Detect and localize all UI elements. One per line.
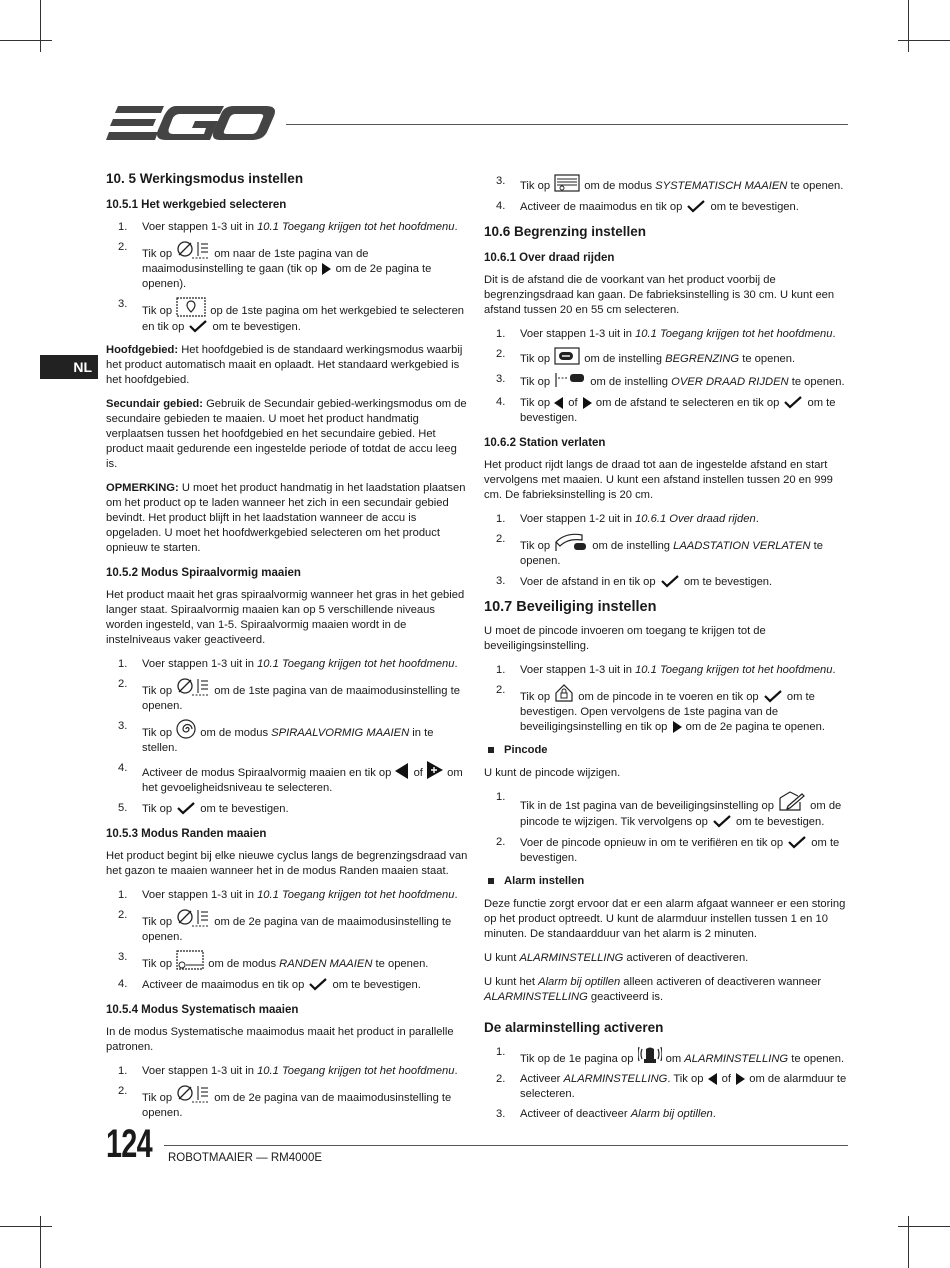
alarm-icon xyxy=(638,1045,662,1065)
steps-list xyxy=(106,888,470,993)
list-item: 3. Tik op op de 1ste pagina om het werkgebied te selecteren en tik op om te bevestigen. xyxy=(118,298,465,333)
steps-list xyxy=(484,663,848,735)
arrow-right-icon xyxy=(672,721,682,733)
list-item: 2. Voer de pincode opnieuw in om te verifiëren en tik op om te bevestigen. xyxy=(496,836,840,864)
list-item: 1. Voer stappen 1-3 uit in 10.1 Toegang krijgen tot het hoofdmenu. xyxy=(496,328,836,340)
paragraph: U kunt het Alarm bij optillen alleen activeren of deactiveren wanneer ALARMINSTELLING geactiveerd is. xyxy=(484,976,822,1003)
mowing-mode-icon xyxy=(176,240,210,260)
steps-list xyxy=(106,220,470,335)
page-number: 124 xyxy=(106,1122,152,1166)
arrow-right-icon xyxy=(735,1073,745,1085)
list-item: 1. Voer stappen 1-3 uit in 10.1 Toegang krijgen tot het hoofdmenu. xyxy=(496,664,836,676)
list-item: 4. Activeer de maaimodus en tik op om te bevestigen. xyxy=(118,978,421,991)
checkmark-icon xyxy=(783,395,803,409)
language-tab: NL xyxy=(40,355,98,379)
ego-logo xyxy=(106,104,276,142)
checkmark-icon xyxy=(176,801,196,815)
list-item: 5. Tik op om te bevestigen. xyxy=(118,802,289,815)
crop-mark xyxy=(908,0,909,52)
checkmark-icon xyxy=(686,199,706,213)
steps-list xyxy=(106,657,470,817)
lock-home-icon xyxy=(554,683,574,703)
list-item: 1. Voer stappen 1-3 uit in 10.1 Toegang krijgen tot het hoofdmenu. xyxy=(118,1065,458,1077)
paragraph: Het product rijdt langs de draad tot aan de ingestelde afstand en start vervolgens met maaien. U kunt een afstand instellen tussen 20 en 999 cm. De fabrieksinstelling is 20 cm. xyxy=(484,459,833,501)
list-item: 3. Tik op om de modus RANDEN MAAIEN te openen. xyxy=(118,951,429,970)
checkmark-icon xyxy=(308,977,328,991)
list-item: 1. Voer stappen 1-2 uit in 10.6.1 Over draad rijden. xyxy=(496,513,759,525)
list-item: 4. Activeer de modus Spiraalvormig maaien en tik op of om het gevoeligheidsniveau te selecteren. xyxy=(118,762,463,794)
checkmark-icon xyxy=(763,689,783,703)
paragraph: Secundair gebied: Gebruik de Secundair gebied-werkingsmodus om de secundaire gebieden te maaien. U moet het product handmatig verplaatsen tussen het hoofdgebied en het secundaire gebied. Het product maait gedurende een ingestelde periode of totdat de accu leeg is. xyxy=(106,398,467,470)
checkmark-icon xyxy=(660,574,680,588)
crop-mark xyxy=(0,1226,52,1227)
paragraph: U kunt de pincode wijzigen. xyxy=(484,767,621,779)
arrow-right-icon xyxy=(321,263,331,275)
arrow-left-icon xyxy=(395,763,409,779)
crop-mark xyxy=(908,1216,909,1268)
edit-pin-icon xyxy=(778,790,806,812)
steps-list xyxy=(484,327,848,426)
list-item: 3. Tik op om de modus SPIRAALVORMIG MAAIEN in te stellen. xyxy=(118,720,434,754)
bullet-heading: Pincode xyxy=(484,743,848,758)
list-item: 1. Voer stappen 1-3 uit in 10.1 Toegang krijgen tot het hoofdmenu. xyxy=(118,221,458,233)
note: OPMERKING: U moet het product handmatig in het laadstation plaatsen om het product op te laden wanneer het zich in een secundair gebied bevindt. Het product blijft in het laadstation wanneer de accu is opgeladen. U moet het hoofdwerkgebied selecteren om het product opnieuw te starten. xyxy=(106,482,466,554)
paragraph: Deze functie zorgt ervoor dat er een alarm afgaat wanneer er een storing op het product optreedt. U kunt de alarmduur instellen tussen 1 en 10 minuten. De standaardduur van het alarm is 2 minuten. xyxy=(484,898,846,940)
section-title: 10.6 Begrenzing instellen xyxy=(484,224,647,239)
subsection-title: 10.5.4 Modus Systematisch maaien xyxy=(106,1004,299,1016)
list-item: 1. Voer stappen 1-3 uit in 10.1 Toegang krijgen tot het hoofdmenu. xyxy=(118,889,458,901)
footer-rule xyxy=(164,1145,848,1146)
checkmark-icon xyxy=(188,319,208,333)
leave-station-icon xyxy=(554,532,588,552)
systematic-mowing-icon xyxy=(554,174,580,192)
left-column xyxy=(106,170,470,1129)
list-item: 2. Tik op om de instelling BEGRENZING te openen. xyxy=(496,348,796,365)
checkmark-icon xyxy=(787,835,807,849)
edge-mowing-icon xyxy=(176,950,204,970)
boundary-icon xyxy=(554,347,580,365)
over-wire-icon xyxy=(554,372,586,388)
paragraph: In de modus Systematische maaimodus maait het product in parallelle patronen. xyxy=(106,1026,454,1053)
subsection-title: 10.5.1 Het werkgebied selecteren xyxy=(106,199,287,211)
list-item: 2. Tik op om naar de 1ste pagina van de maaimodusinstelling te gaan (tik op om de 2e pagina te openen). xyxy=(118,241,432,290)
section-title: 10. 5 Werkingsmodus instellen xyxy=(106,171,304,186)
section-title: 10.7 Beveiliging instellen xyxy=(484,599,657,615)
spiral-icon xyxy=(176,719,196,739)
list-item: 1. Tik in de 1st pagina van de beveiligingsinstelling op om de pincode te wijzigen. Tik vervolgens op om te bevestigen. xyxy=(496,791,842,828)
mowing-mode-icon xyxy=(176,908,210,928)
arrow-left-icon xyxy=(708,1073,718,1085)
paragraph: U moet de pincode invoeren om toegang te krijgen tot de beveiligingsinstelling. xyxy=(484,625,766,652)
subsection-title: 10.5.3 Modus Randen maaien xyxy=(106,828,267,840)
document-title: ROBOTMAAIER — RM4000E xyxy=(168,1152,323,1164)
bullet-heading: Alarm instellen xyxy=(484,874,848,889)
list-item: 3. Tik op om de modus SYSTEMATISCH MAAIEN te openen. xyxy=(496,175,844,192)
list-item: 1. Voer stappen 1-3 uit in 10.1 Toegang krijgen tot het hoofdmenu. xyxy=(118,658,458,670)
list-item: 2. Tik op om de 1ste pagina van de maaimodusinstelling te openen. xyxy=(118,678,460,712)
arrow-right-plus-icon xyxy=(427,761,443,779)
steps-list xyxy=(484,512,848,590)
right-column xyxy=(484,174,848,1130)
steps-list xyxy=(484,790,848,866)
subsection-title: 10.5.2 Modus Spiraalvormig maaien xyxy=(106,567,301,579)
work-area-icon xyxy=(176,297,206,317)
list-item: 2. Activeer ALARMINSTELLING. Tik op of om de alarmduur te selecteren. xyxy=(496,1073,847,1100)
checkmark-icon xyxy=(712,814,732,828)
paragraph: U kunt ALARMINSTELLING activeren of deactiveren. xyxy=(484,952,749,964)
steps-list xyxy=(484,1045,848,1122)
paragraph: Het product begint bij elke nieuwe cyclus langs de begrenzingsdraad van het gazon te maaien wanneer het in de modus Randen maaien staat. xyxy=(106,850,468,877)
section-title: De alarminstelling activeren xyxy=(484,1020,664,1035)
list-item: 4. Activeer de maaimodus en tik op om te bevestigen. xyxy=(496,200,799,213)
paragraph: Hoofdgebied: Het hoofdgebied is de standaard werkingsmodus waarbij het product automatisch maait en oplaadt. Het standaard werkgebied is het hoofdgebied. xyxy=(106,344,463,386)
list-item: 3. Voer de afstand in en tik op om te bevestigen. xyxy=(496,575,773,588)
steps-list xyxy=(106,1064,470,1121)
crop-mark xyxy=(40,0,41,52)
paragraph: Dit is de afstand die de voorkant van het product voorbij de begrenzingsdraad kan gaan. De fabrieksinstelling is 30 cm. U kunt een afstand tussen 20 en 55 cm selecteren. xyxy=(484,274,835,316)
mowing-mode-icon xyxy=(176,677,210,697)
paragraph: Het product maait het gras spiraalvormig wanneer het gras in het gebied langer staat. Spiraalvormig maaien kan op 5 verschillende niveaus worden ingesteld, van 1-5. Spiraalvormig maaien wordt in de instelniveaus vaker geactiveerd. xyxy=(106,589,465,646)
list-item: 3. Tik op om de instelling OVER DRAAD RIJDEN te openen. xyxy=(496,373,845,388)
subsection-title: 10.6.2 Station verlaten xyxy=(484,437,606,449)
arrow-right-icon xyxy=(582,397,592,409)
header-rule xyxy=(286,124,848,125)
list-item: 3. Activeer of deactiveer Alarm bij optillen. xyxy=(496,1108,716,1120)
list-item: 4. Tik op of om de afstand te selecteren en tik op om te bevestigen. xyxy=(496,396,836,424)
subsection-title: 10.6.1 Over draad rijden xyxy=(484,252,615,264)
list-item: 2. Tik op om de instelling LAADSTATION VERLATEN te openen. xyxy=(496,533,823,567)
crop-mark xyxy=(40,1216,41,1268)
list-item: 2. Tik op om de 2e pagina van de maaimodusinstelling te openen. xyxy=(118,909,452,943)
crop-mark xyxy=(898,40,950,41)
list-item: 1. Tik op de 1e pagina op om ALARMINSTELLING te openen. xyxy=(496,1046,845,1065)
crop-mark xyxy=(898,1226,950,1227)
arrow-left-icon xyxy=(554,397,564,409)
list-item: 2. Tik op om de 2e pagina van de maaimodusinstelling te openen. xyxy=(118,1085,452,1119)
mowing-mode-icon xyxy=(176,1084,210,1104)
crop-mark xyxy=(0,40,52,41)
steps-list xyxy=(484,174,848,215)
list-item: 2. Tik op om de pincode in te voeren en tik op om te bevestigen. Open vervolgens de 1ste pagina van de beveiligingsinstelling en tik op om de 2e pagina te openen. xyxy=(496,684,825,733)
